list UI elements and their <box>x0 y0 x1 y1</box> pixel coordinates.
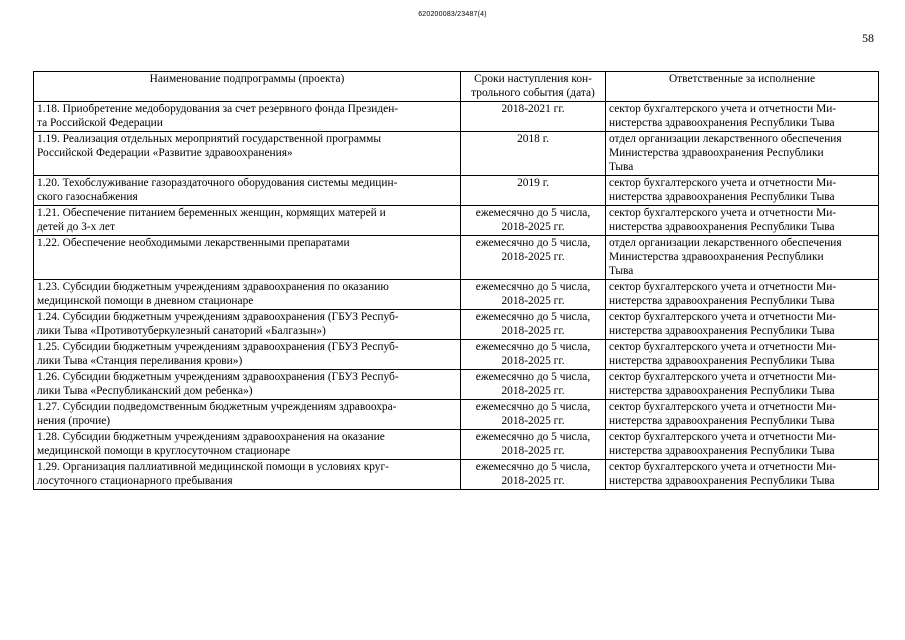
header-responsible: Ответственные за исполнение <box>606 72 879 102</box>
table-row <box>34 340 879 370</box>
cell-responsible: сектор бухгалтерского учета и отчетности Ми- нистерства здравоохранения Республики Тыва <box>606 370 879 400</box>
table-row <box>34 400 879 430</box>
header-subprogram-name: Наименование подпрограммы (проекта) <box>34 72 461 102</box>
cell-responsible: сектор бухгалтерского учета и отчетности Ми- нистерства здравоохранения Республики Тыва <box>606 460 879 490</box>
cell-subprogram-name: 1.26. Субсидии бюджетным учреждениям здравоохранения (ГБУЗ Респуб- лики Тыва «Республиканский дом ребенка») <box>34 370 461 400</box>
cell-event-date: ежемесячно до 5 числа, 2018-2025 гг. <box>461 310 606 340</box>
cell-responsible: сектор бухгалтерского учета и отчетности Ми- нистерства здравоохранения Республики Тыва <box>606 206 879 236</box>
table-row <box>34 176 879 206</box>
cell-event-date: ежемесячно до 5 числа, 2018-2025 гг. <box>461 340 606 370</box>
cell-responsible: сектор бухгалтерского учета и отчетности Ми- нистерства здравоохранения Республики Тыва <box>606 430 879 460</box>
cell-subprogram-name: 1.29. Организация паллиативной медицинской помощи в условиях круг- лосуточного стационарного пребывания <box>34 460 461 490</box>
table-row <box>34 206 879 236</box>
table-header-row <box>34 72 879 102</box>
cell-subprogram-name: 1.25. Субсидии бюджетным учреждениям здравоохранения (ГБУЗ Респуб- лики Тыва «Станция переливания крови») <box>34 340 461 370</box>
cell-subprogram-name: 1.22. Обеспечение необходимыми лекарственными препаратами <box>34 236 461 280</box>
table-row <box>34 370 879 400</box>
cell-responsible: сектор бухгалтерского учета и отчетности Ми- нистерства здравоохранения Республики Тыва <box>606 280 879 310</box>
table-row <box>34 460 879 490</box>
cell-event-date: ежемесячно до 5 числа, 2018-2025 гг. <box>461 430 606 460</box>
cell-event-date: ежемесячно до 5 числа, 2018-2025 гг. <box>461 370 606 400</box>
header-event-date: Сроки наступления кон- трольного события (дата) <box>461 72 606 102</box>
page-number: 58 <box>862 31 874 45</box>
cell-responsible: сектор бухгалтерского учета и отчетности Ми- нистерства здравоохранения Республики Тыва <box>606 310 879 340</box>
cell-subprogram-name: 1.19. Реализация отдельных мероприятий государственной программы Российской Федерации «Развитие здравоохранения» <box>34 132 461 176</box>
cell-responsible: сектор бухгалтерского учета и отчетности Ми- нистерства здравоохранения Республики Тыва <box>606 400 879 430</box>
cell-event-date: ежемесячно до 5 числа, 2018-2025 гг. <box>461 236 606 280</box>
table-row <box>34 310 879 340</box>
cell-responsible: сектор бухгалтерского учета и отчетности Ми- нистерства здравоохранения Республики Тыва <box>606 176 879 206</box>
table-body <box>34 102 879 490</box>
table-row <box>34 236 879 280</box>
cell-event-date: 2018-2021 гг. <box>461 102 606 132</box>
table-row <box>34 430 879 460</box>
cell-subprogram-name: 1.27. Субсидии подведомственным бюджетным учреждениям здравоохра- нения (прочие) <box>34 400 461 430</box>
cell-subprogram-name: 1.18. Приобретение медоборудования за счет резервного фонда Президен- та Российской Федерации <box>34 102 461 132</box>
subprogram-table <box>33 71 879 490</box>
cell-event-date: ежемесячно до 5 числа, 2018-2025 гг. <box>461 280 606 310</box>
cell-responsible: сектор бухгалтерского учета и отчетности Ми- нистерства здравоохранения Республики Тыва <box>606 340 879 370</box>
cell-event-date: ежемесячно до 5 числа, 2018-2025 гг. <box>461 206 606 236</box>
cell-subprogram-name: 1.23. Субсидии бюджетным учреждениям здравоохранения по оказанию медицинской помощи в дневном стационаре <box>34 280 461 310</box>
table-row <box>34 102 879 132</box>
cell-event-date: 2019 г. <box>461 176 606 206</box>
cell-subprogram-name: 1.24. Субсидии бюджетным учреждениям здравоохранения (ГБУЗ Респуб- лики Тыва «Противотуберкулезный санаторий «Балгазын») <box>34 310 461 340</box>
cell-responsible: отдел организации лекарственного обеспечения Министерства здравоохранения Республики Тыва <box>606 132 879 176</box>
cell-subprogram-name: 1.28. Субсидии бюджетным учреждениям здравоохранения на оказание медицинской помощи в круглосуточном стационаре <box>34 430 461 460</box>
cell-responsible: отдел организации лекарственного обеспечения Министерства здравоохранения Республики Тыва <box>606 236 879 280</box>
cell-event-date: 2018 г. <box>461 132 606 176</box>
cell-responsible: сектор бухгалтерского учета и отчетности Ми- нистерства здравоохранения Республики Тыва <box>606 102 879 132</box>
table-row <box>34 280 879 310</box>
document-code: 620200083/23487(4) <box>418 11 487 18</box>
cell-subprogram-name: 1.20. Техобслуживание газораздаточного оборудования системы медицин- ского газоснабжения <box>34 176 461 206</box>
table-row <box>34 132 879 176</box>
cell-event-date: ежемесячно до 5 числа, 2018-2025 гг. <box>461 460 606 490</box>
cell-subprogram-name: 1.21. Обеспечение питанием беременных женщин, кормящих матерей и детей до 3-х лет <box>34 206 461 236</box>
cell-event-date: ежемесячно до 5 числа, 2018-2025 гг. <box>461 400 606 430</box>
